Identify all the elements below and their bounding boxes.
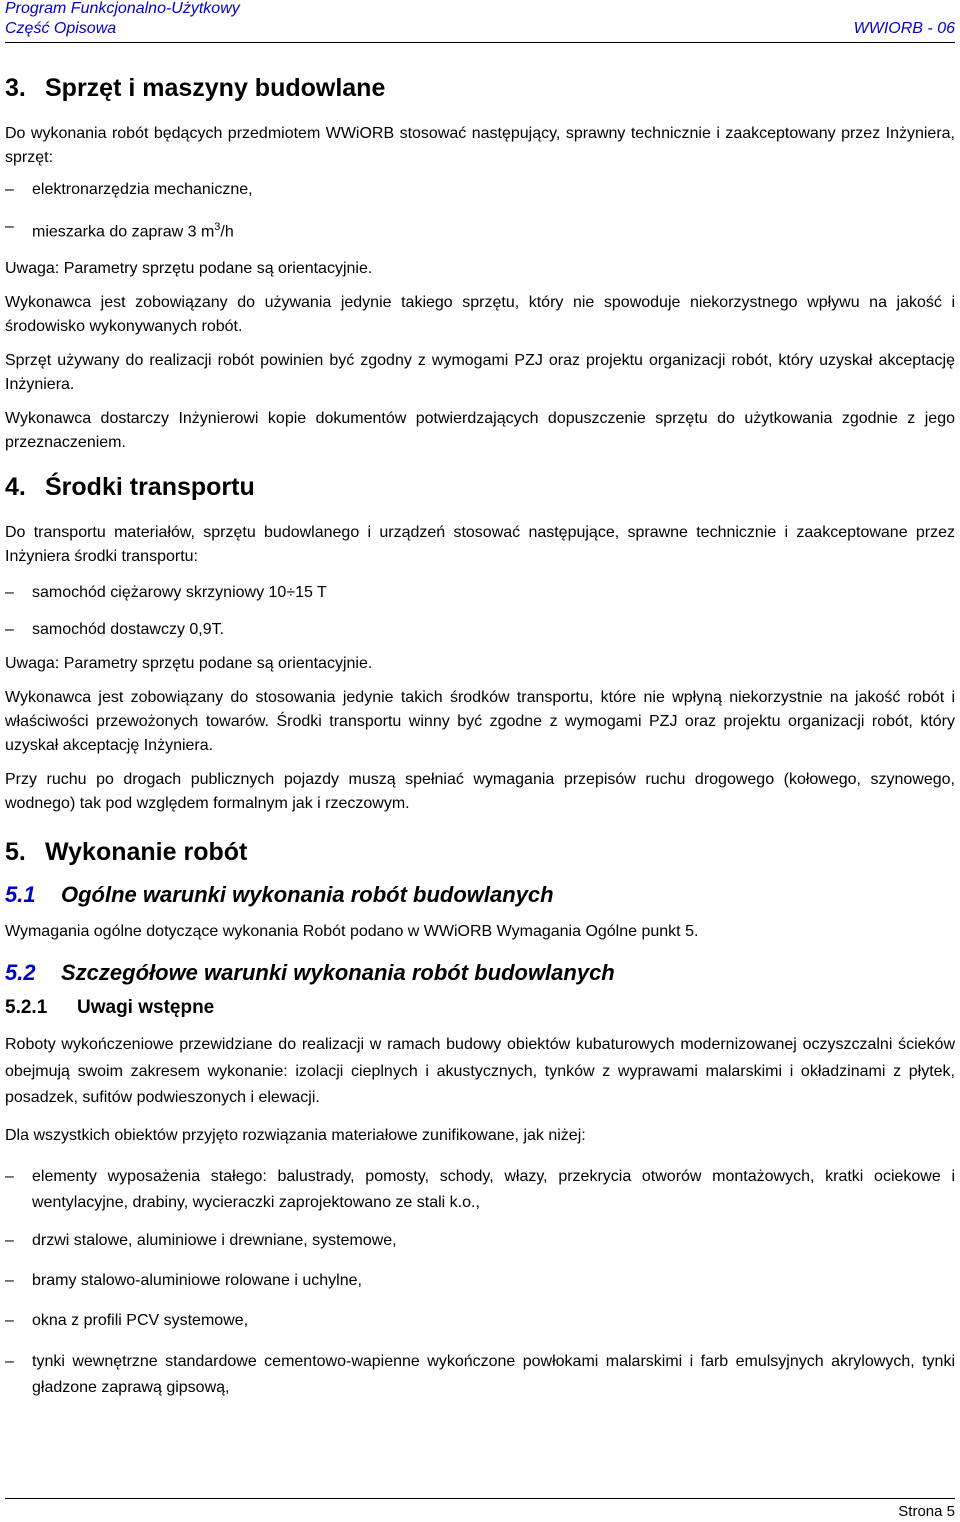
list-item [5,618,955,642]
page-header [5,0,955,43]
note: Uwaga: Parametry sprzętu podane są orientacyjnie. [5,260,373,278]
list-item [5,1164,955,1216]
paragraph: Do transportu materiałów, sprzętu budowlanego i urządzeń stosować następujące, sprawne technicznie i zaakceptowane przez Inżyniera środki transportu: [5,524,955,566]
list-item-text: drzwi stalowe, aluminiowe i drewniane, systemowe, [32,1231,397,1249]
section-number: 5. [5,838,26,867]
list-item [5,178,955,202]
list-item [5,1309,955,1333]
subsection-5-2-1-heading [5,994,955,1022]
list-item-text: elektronarzędzia mechaniczne, [32,181,253,198]
note: Uwaga: Parametry sprzętu podane są orientacyjnie. [5,655,373,673]
section-5-heading [5,834,955,870]
header-part-title: Część Opisowa [5,20,117,37]
paragraph: Wykonawca dostarczy Inżynierowi kopie dokumentów potwierdzających dopuszczenie sprzętu do użytkowania zgodnie z jego przeznaczeniem. [5,410,955,452]
paragraph: Sprzęt używany do realizacji robót powinien być zgodny z wymogami PZJ oraz projektu organizacji robót, który uzyskał akceptację Inżyniera. [5,352,955,394]
superscript: 3 [214,221,221,233]
paragraph: Wymagania ogólne dotyczące wykonania Robót podano w WWiORB Wymagania Ogólne punkt 5. [5,923,699,941]
list-item-text: bramy stalowo-aluminiowe rolowane i uchylne, [32,1271,362,1289]
list-item-text-suffix: /h [220,223,234,241]
paragraph: Do wykonania robót będących przedmiotem WWiORB stosować następujący, sprawny technicznie i zaakceptowany przez Inżyniera, sprzęt: [5,125,955,166]
subsection-number: 5.2.1 [5,997,48,1019]
dash-bullet: – [5,1352,14,1370]
document-body [5,70,955,1414]
header-program-title: Program Funkcjonalno-Użytkowy [5,0,240,17]
dash-bullet: – [5,1271,14,1289]
list-item [5,581,955,605]
dash-bullet: – [5,621,14,639]
subsection-number: 5.2 [5,960,36,986]
subsection-5-2-heading [5,958,955,988]
dash-bullet: – [5,181,14,198]
paragraph: Wykonawca jest zobowiązany do stosowania jedynie takich środków transportu, które nie wpłyną niekorzystnie na jakość robót i właściwości przewożonych towarów. Środki transportu winny być zgodne z wymogami PZJ oraz projektu organizacji robót, który uzyskał akceptację Inżyniera. [5,689,955,755]
list-item [5,1269,955,1293]
section-3-heading [5,70,955,106]
dash-bullet: – [5,1167,14,1185]
subsection-title: Uwagi wstępne [77,997,215,1019]
paragraph: Przy ruchu po drogach publicznych pojazdy muszą spełniać wymagania przepisów ruchu drogowego (kołowego, szynowego, wodnego) tak pod względem formalnym jak i rzeczowym. [5,771,955,813]
subsection-title: Szczegółowe warunki wykonania robót budowlanych [61,960,615,986]
page-footer [5,1498,955,1520]
subsection-number: 5.1 [5,882,36,908]
paragraph: Wykonawca jest zobowiązany do używania jedynie takiego sprzętu, który nie spowoduje niekorzystnego wpływu na jakość i środowisko wykonywanych robót. [5,294,955,336]
dash-bullet: – [5,1311,14,1329]
header-document-code: WWIORB - 06 [853,20,955,37]
list-item-text: elementy wyposażenia stałego: balustrady, pomosty, schody, włazy, przekrycia otworów montażowych, kratki ociekowe i wentylacyjne, drabiny, wycieraczki zaprojektowano ze stali k.o., [32,1167,955,1211]
paragraph: Dla wszystkich obiektów przyjęto rozwiązania materiałowe zunifikowane, jak niżej: [5,1126,586,1144]
list-item [5,215,955,244]
dash-bullet: – [5,1231,14,1249]
list-item-text: samochód ciężarowy skrzyniowy 10÷15 T [32,584,327,602]
list-item-text: tynki wewnętrzne standardowe cementowo-wapienne wykończone powłokami malarskimi i farb emulsyjnych akrylowych, tynki gładzone zaprawą gipsową, [32,1352,955,1396]
section-number: 4. [5,473,26,502]
section-title: Sprzęt i maszyny budowlane [45,74,386,102]
page-number: Strona 5 [898,1503,955,1520]
list-item-text: mieszarka do zapraw 3 m [32,223,215,241]
list-item-text: okna z profili PCV systemowe, [32,1311,249,1329]
subsection-5-1-heading [5,880,955,910]
section-title: Wykonanie robót [45,838,248,867]
paragraph: Roboty wykończeniowe przewidziane do realizacji w ramach budowy obiektów kubaturowych modernizowanej oczyszczalni ścieków obejmują swoim zakresem wykonanie: izolacji cieplnych i akustycznych, tynków z wyprawami malarskimi i okładzinami z płytek, posadzek, sufitów podwieszonych i elewacji. [5,1036,955,1107]
dash-bullet: – [5,218,14,235]
section-4-heading [5,469,955,505]
list-item-text: samochód dostawczy 0,9T. [32,621,225,639]
dash-bullet: – [5,584,14,602]
section-title: Środki transportu [45,473,255,502]
section-number: 3. [5,74,26,102]
list-item [5,1229,955,1253]
list-item [5,1349,955,1401]
subsection-title: Ogólne warunki wykonania robót budowlanych [61,882,554,908]
